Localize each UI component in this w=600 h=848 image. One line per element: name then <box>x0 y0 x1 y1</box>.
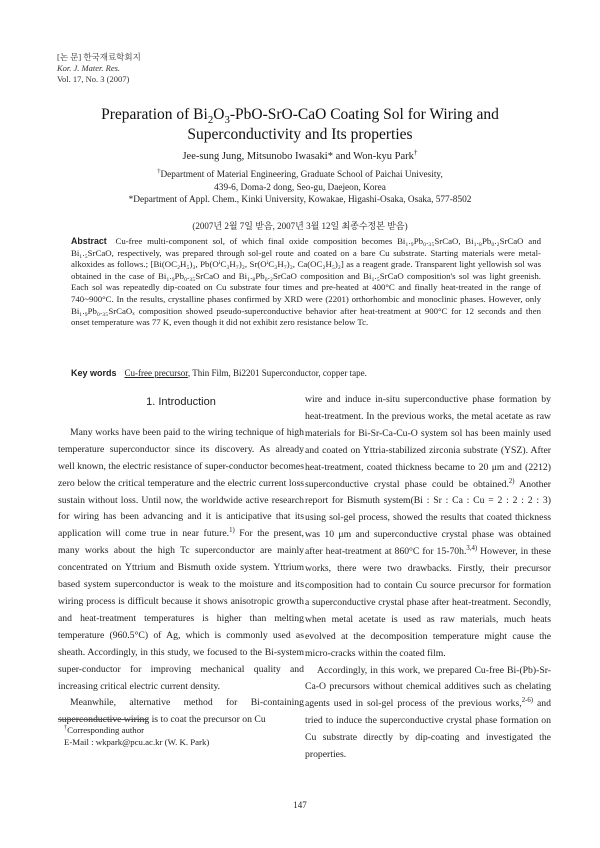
intro-paragraph-2-cont <box>305 392 551 663</box>
affiliation-mark: † <box>157 167 161 175</box>
author-names: Jee-sung Jung, Mitsunobo Iwasaki* and Won-kyu Park <box>182 151 414 162</box>
footnote <box>58 724 209 748</box>
title-line-2: Superconductivity and Its properties <box>187 126 413 143</box>
reference-mark: 2) <box>508 477 515 485</box>
title-subscript: 3 <box>224 114 230 127</box>
intro-paragraph-2: Meanwhile, alternative method for Bi-containing superconductive wiring is to coat the precursor on Cu <box>58 697 304 726</box>
footnote-mark: † <box>64 725 68 732</box>
reference-mark: 3,4) <box>466 544 478 552</box>
journal-volume: Vol. 17, No. 3 (2007) <box>57 74 130 84</box>
received-dates: (2007년 2월 7일 받음, 2007년 3월 12일 최종수정본 받음) <box>192 221 408 231</box>
author-list <box>40 147 560 162</box>
journal-name-english: Kor. J. Mater. Res. <box>57 63 121 73</box>
journal-header <box>57 52 141 85</box>
title-part: -PbO-SrO-CaO Coating Sol for Wiring and <box>229 106 499 123</box>
footnote-line-1: Corresponding author <box>67 725 145 735</box>
reference-mark: 2-6) <box>521 697 534 705</box>
footnote-email: E-Mail : wkpark@pcu.ac.kr (W. K. Park) <box>64 737 210 747</box>
intro-paragraph-1 <box>58 425 304 696</box>
keywords-rest: , Thin Film, Bi2201 Superconductor, copper tape. <box>187 368 367 378</box>
paragraph-text: Another report for Bismuth system(Bi : Sr : Ca : Cu = 2 : 2 : 2 : 3) using sol-gel process, showed the results that coated thickness was 10 μm and superconductive crystal phase was obtained after heat-treatment at 860°C for 15-70h. <box>305 478 551 558</box>
title-part: O <box>213 106 225 123</box>
affiliation-line-1: Department of Material Engineering, Graduate School of Paichai Univesity, <box>160 170 443 180</box>
affiliation-line-3: *Department of Appl. Chem., Kinki University, Kowakae, Higashi-Osaka, Osaka, 577-8502 <box>128 195 472 205</box>
abstract-text: Cu-free multi-component sol, of which final oxide composition becomes Bi₁.₉Pb₀.₃₅SrCaO, Bi₁.₈Pb₀.₂SrCaO and Bi₁.₅SrCaO, respectively, was prepared through sol-gel route and coated on a bare Cu substrate. Starting materials were metal-alkoxides as follows.; [Bi(OC₂H₅)₃, Pb(OⁱC₃H₇)₂, Sr(OⁱC₃H₇)₂, Ca(OC₂H₅)₂] as a reagent grade. Transparent light yellowish sol was obtained in the case of Bi₁.₉Pb₀.₃₅SrCaO and Bi₁.₈Pb₀.₂SrCaO composition and Bi₁.₅SrCaO composition's sol was light greenish. Each sol was repeatedly dip-coated on Cu substrate four times and pre-heated at 400°C and finally heat-treated in the range of 740~900°C. In the results, crystalline phases confirmed by XRD were (2201) orthorhombic and monoclinic phases. However, only Bi₁.₉Pb₀.₃₅SrCaOₓ composition showed pseudo-superconductive behavior after heat-treatment at 900°C for 12 seconds and then onset temperature was 77 K, even though it did not exhibit zero resistance below Tc. <box>71 236 541 328</box>
intro-paragraph-3 <box>305 663 551 764</box>
reference-mark: 1) <box>229 527 235 535</box>
affiliations <box>40 169 560 207</box>
paragraph-text: and tried to induce the superconductive crystal phase formation on Cu substrate directly by dip-coating and investigated the properties. <box>305 698 551 761</box>
page-number: 147 <box>293 800 307 810</box>
title-subscript: 2 <box>207 114 214 127</box>
keywords-label: Key words <box>71 368 117 378</box>
affiliation-line-2: 439-6, Doma-2 dong, Seo-gu, Daejeon, Korea <box>214 182 386 193</box>
abstract-label: Abstract <box>71 236 107 246</box>
journal-name-korean: [논 문] 한국재료학회지 <box>57 52 141 62</box>
footnote-divider <box>58 719 148 720</box>
keywords <box>71 368 551 378</box>
keyword-first: Cu-free precursor <box>124 368 188 378</box>
corresponding-mark: † <box>413 147 418 157</box>
abstract <box>71 236 541 329</box>
right-column <box>305 392 551 764</box>
paragraph-text: However, in these works, there were two drawbacks. Firstly, their precursor composition had to contain Cu source precursor for formation a superconductive crystal phase after heat-treatment. Secondly, when metal acetate is used as raw materials, much heats evolved at the decomposition temperature might cause the micro-cracks within the coated film. <box>305 546 551 659</box>
paragraph-text: For the present, many works about the high Tc superconductor are mainly concentrated on Yttrium and Bismuth oxide system. Yttrium based system superconductor is weak to the moisture and its wiring process is difficult because it shows anisotropic growth and heat-treatment temperatures is higher than melting temperature (960.5°C) of Ag, which is commonly used as sheath. Accordingly, in this study, we focused to the Bi-system super-conductor for improving mechanical quality and increasing critical electric current density. <box>58 528 304 692</box>
paper-title <box>40 105 560 145</box>
paragraph-text: Accordingly, in this work, we prepared Cu-free Bi-(Pb)-Sr-Ca-O precursors without chemical additives such as chelating agents used in sol-gel process of the previous works, <box>305 664 551 710</box>
title-part: Preparation of Bi <box>101 106 208 123</box>
paragraph-text: wire and induce in-situ superconductive phase formation by heat-treatment. In the previous works, the metal acetate as raw materials for Bi-Sr-Ca-Cu-O system sol has been mainly used and coated on Yttria-stabilized zirconia substrate (YSZ). After heat-treatment, coated thickness became to 20 μm and (2212) superconductive crystal phase could be obtained. <box>305 394 551 490</box>
section-heading: 1. Introduction <box>146 396 216 408</box>
paragraph-text: Many works have been paid to the wiring technique of high temperature superconductor since its discovery. As already well known, the electric resistance of super-conductor becomes zero below the critical temperature and the electric current loss sustain without loss. Until now, the worldwide active research for wiring has been advancing and it is anticipative that its application will come true in near future. <box>58 426 304 540</box>
